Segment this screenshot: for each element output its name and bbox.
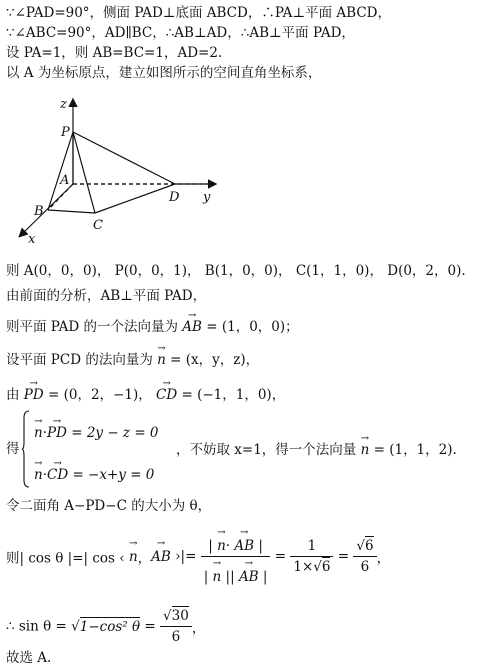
edge-PB bbox=[48, 132, 73, 210]
system-tail-text: ，不妨取 x=1，得一个法向量 bbox=[176, 442, 361, 458]
cos-close: ›|= bbox=[170, 548, 197, 565]
label-z: z bbox=[60, 97, 67, 112]
sin-end: ， bbox=[191, 620, 206, 637]
equals-2: = bbox=[333, 548, 354, 565]
cos-n: → n bbox=[129, 549, 138, 565]
system-tail bbox=[176, 441, 457, 459]
edge-BC bbox=[48, 210, 95, 213]
eq2-rhs: = −x+y = 0 bbox=[68, 467, 155, 483]
cos-AB: → AB bbox=[151, 549, 171, 565]
label-y: y bbox=[203, 190, 211, 205]
equation-1 bbox=[34, 424, 159, 442]
analysis-line: 由前面的分析，AB⊥平面 PAD， bbox=[6, 288, 207, 304]
coordinate-figure bbox=[0, 88, 260, 258]
normal1-suffix: = (1，0，0)； bbox=[201, 319, 299, 335]
text-line-1: ∵∠PAD=90°，侧面 PAD⊥底面 ABCD，∴PA⊥平面 ABCD， bbox=[6, 5, 391, 21]
normal2-prefix: 设平面 PCD 的法向量为 bbox=[6, 352, 158, 368]
eq1-rhs: = 2y − z = 0 bbox=[66, 425, 159, 441]
text-line-3: 设 PA=1，则 AB=BC=1，AD=2. bbox=[6, 45, 223, 61]
sin-fraction: $\frac{√30}{6}$ bbox=[160, 608, 192, 645]
equation-2 bbox=[34, 466, 154, 484]
eq1-PD: → PD bbox=[47, 424, 67, 442]
label-D: D bbox=[169, 190, 180, 205]
sin-equals: = bbox=[140, 618, 161, 635]
tail-vector-n: → n bbox=[361, 441, 370, 459]
label-x: x bbox=[28, 232, 36, 247]
system-lead: 得 bbox=[6, 441, 20, 457]
label-A: A bbox=[60, 173, 70, 188]
vector-CD: → CD bbox=[156, 386, 177, 404]
fraction-3: $\frac{√6}{6}$ bbox=[353, 538, 376, 575]
vector-n: → n bbox=[157, 351, 166, 369]
angle-line: 令二面角 A−PD−C 的大小为 θ， bbox=[6, 498, 212, 514]
text-line-4: 以 A 为坐标原点，建立如图所示的空间直角坐标系， bbox=[6, 65, 322, 81]
x-axis bbox=[20, 184, 73, 236]
left-brace-icon bbox=[22, 410, 30, 488]
fraction-1: $\frac{| \to n\cdot \to AB |}{| \to n || \to AB |}$ bbox=[201, 528, 271, 585]
normal2-suffix: = (x，y，z)， bbox=[165, 352, 260, 368]
label-B: B bbox=[34, 204, 44, 219]
vector-PD: → PD bbox=[24, 386, 44, 404]
normal1-line bbox=[6, 318, 299, 336]
cos-prefix: 则| cos θ |=| cos ‹ bbox=[6, 550, 129, 567]
eq1-n: → n bbox=[34, 424, 43, 442]
sin-sqrt: √1−cos² θ bbox=[71, 618, 141, 635]
cos-formula bbox=[6, 528, 390, 585]
label-C: C bbox=[93, 218, 103, 233]
coords-line: 则 A(0，0，0)， P(0，0，1)， B(1，0，0)， C(1，1，0)， D(0，2，0). bbox=[6, 263, 466, 279]
vectors-line bbox=[6, 386, 285, 404]
normal2-line bbox=[6, 351, 259, 369]
eq2-n: → n bbox=[34, 466, 43, 484]
vectors-prefix: 由 bbox=[6, 387, 24, 403]
eq2-CD: → CD bbox=[47, 466, 68, 484]
system-tail-value: = (1，1，2). bbox=[369, 442, 457, 458]
fraction-2: $\frac{1}{1\times√6}$ bbox=[290, 538, 333, 575]
vector-PD-value: = (0，2，−1)， bbox=[43, 387, 152, 403]
answer-line: 故选 A. bbox=[6, 650, 52, 666]
edge-PD bbox=[73, 132, 175, 184]
eq1-dot: · bbox=[42, 425, 47, 441]
edge-CD bbox=[95, 184, 175, 213]
sin-formula bbox=[6, 608, 205, 645]
vector-AB: → AB bbox=[182, 318, 202, 336]
text-line-2: ∵∠ABC=90°，AD∥BC，∴AB⊥AD，∴AB⊥平面 PAD， bbox=[6, 25, 355, 41]
equals-1: = bbox=[270, 548, 291, 565]
label-P: P bbox=[61, 125, 70, 140]
eq2-dot: · bbox=[42, 467, 47, 483]
vector-CD-value: = (−1，1，0)， bbox=[177, 387, 286, 403]
edge-PC bbox=[73, 132, 95, 213]
cos-comma: ， bbox=[137, 550, 152, 567]
sin-prefix: ∴ sin θ = bbox=[6, 618, 72, 635]
normal1-prefix: 则平面 PAD 的一个法向量为 bbox=[6, 319, 183, 335]
cos-end: ， bbox=[376, 550, 391, 567]
